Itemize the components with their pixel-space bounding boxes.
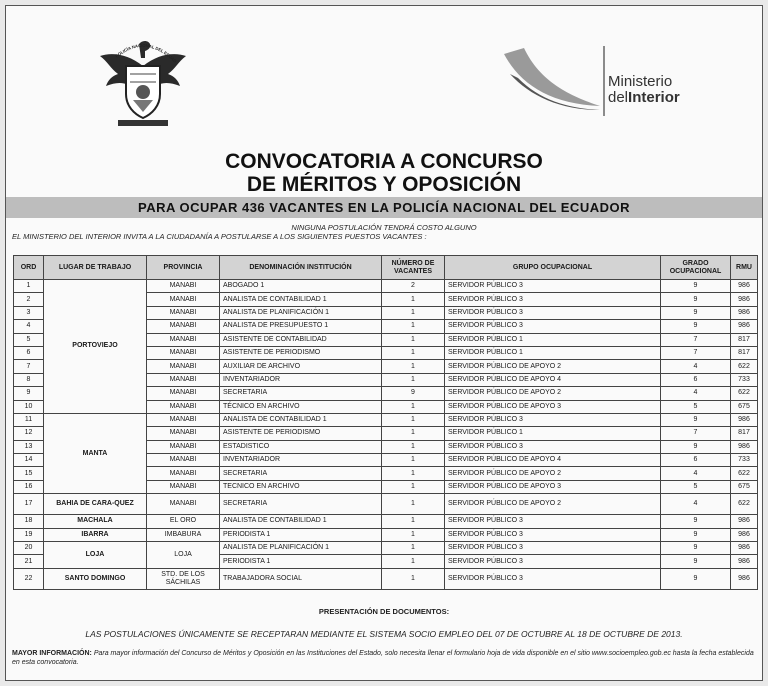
cell-rmu: 986 bbox=[731, 440, 758, 453]
cell-den: PERIODISTA 1 bbox=[220, 528, 382, 541]
cell-grupo: SERVIDOR PÚBLICO 3 bbox=[445, 280, 661, 293]
cell-lugar-loja: LOJA bbox=[44, 542, 147, 569]
cell-den: ANALISTA DE CONTABILIDAD 1 bbox=[220, 515, 382, 528]
more-info-text: Para mayor información del Concurso de Méritos y Oposición en las Instituciones del Estado, solo necesita llenar el formulario hoja de vida disponible en el sitio www.socioempleo.gob.ec hasta la fecha establecida en esta convocatoria. bbox=[12, 650, 754, 666]
col-header-ord: ORD bbox=[14, 256, 44, 280]
cell-den: SECRETARIA bbox=[220, 387, 382, 400]
cell-grado: 9 bbox=[661, 320, 731, 333]
cell-rmu: 817 bbox=[731, 427, 758, 440]
cell-den: ANALISTA DE PLANIFICACIÓN 1 bbox=[220, 542, 382, 555]
cell-den: ESTADISTICO bbox=[220, 440, 382, 453]
cell-num: 1 bbox=[382, 568, 445, 589]
cell-rmu: 622 bbox=[731, 494, 758, 515]
cell-grupo: SERVIDOR PÚBLICO 3 bbox=[445, 440, 661, 453]
vacancies-table bbox=[13, 255, 758, 590]
cell-grupo: SERVIDOR PÚBLICO 3 bbox=[445, 528, 661, 541]
cell-grado: 9 bbox=[661, 542, 731, 555]
cell-den: ASISTENTE DE PERIODISMO bbox=[220, 346, 382, 359]
cell-prov: MANABI bbox=[147, 320, 220, 333]
cell-den: SECRETARIA bbox=[220, 467, 382, 480]
cell-den: TÉCNICO EN ARCHIVO bbox=[220, 400, 382, 413]
cell-ord: 22 bbox=[14, 568, 44, 589]
cell-num: 1 bbox=[382, 494, 445, 515]
table-row bbox=[14, 568, 758, 589]
cell-ord: 12 bbox=[14, 427, 44, 440]
ministry-line1: Ministerio bbox=[608, 73, 673, 90]
cell-ord: 17 bbox=[14, 494, 44, 515]
cell-den: SECRETARIA bbox=[220, 494, 382, 515]
table-header-row bbox=[14, 256, 758, 280]
ministry-swoosh-icon bbox=[500, 44, 606, 118]
cell-grupo: SERVIDOR PÚBLICO 1 bbox=[445, 346, 661, 359]
cell-grado: 6 bbox=[661, 454, 731, 467]
cell-num: 1 bbox=[382, 400, 445, 413]
cell-ord: 19 bbox=[14, 528, 44, 541]
cell-prov: MANABI bbox=[147, 467, 220, 480]
cell-ord: 15 bbox=[14, 467, 44, 480]
cell-grado: 4 bbox=[661, 494, 731, 515]
cell-den: ASISTENTE DE CONTABILIDAD bbox=[220, 333, 382, 346]
cell-rmu: 986 bbox=[731, 568, 758, 589]
table-row bbox=[14, 494, 758, 515]
cell-grado: 9 bbox=[661, 515, 731, 528]
cell-prov: MANABI bbox=[147, 400, 220, 413]
ministry-name bbox=[608, 74, 680, 106]
cell-lugar-santo-domingo: SANTO DOMINGO bbox=[44, 568, 147, 589]
cell-prov: MANABI bbox=[147, 387, 220, 400]
cell-prov: MANABI bbox=[147, 306, 220, 319]
cell-num: 1 bbox=[382, 542, 445, 555]
col-header-lugar: LUGAR DE TRABAJO bbox=[44, 256, 147, 280]
cell-grupo: SERVIDOR PÚBLICO DE APOYO 2 bbox=[445, 387, 661, 400]
table-row bbox=[14, 515, 758, 528]
vacancies-banner: PARA OCUPAR 436 VACANTES EN LA POLICÍA NACIONAL DEL ECUADOR bbox=[6, 197, 762, 218]
cell-ord: 16 bbox=[14, 480, 44, 493]
cell-prov: MANABI bbox=[147, 413, 220, 426]
cell-prov: MANABI bbox=[147, 346, 220, 359]
presentation-heading: PRESENTACIÓN DE DOCUMENTOS: bbox=[318, 607, 450, 616]
cell-prov: MANABI bbox=[147, 480, 220, 493]
cell-grupo: SERVIDOR PÚBLICO DE APOYO 2 bbox=[445, 360, 661, 373]
cell-prov: MANABI bbox=[147, 333, 220, 346]
cell-num: 1 bbox=[382, 555, 445, 568]
cell-num: 1 bbox=[382, 360, 445, 373]
cell-den: PERIODISTA 1 bbox=[220, 555, 382, 568]
col-header-denominacion: DENOMINACIÓN INSTITUCIÓN bbox=[220, 256, 382, 280]
cell-grado: 9 bbox=[661, 568, 731, 589]
cell-grado: 9 bbox=[661, 306, 731, 319]
cell-ord: 9 bbox=[14, 387, 44, 400]
cell-ord: 4 bbox=[14, 320, 44, 333]
cell-prov-loja: LOJA bbox=[147, 542, 220, 569]
cell-den: ASISTENTE DE PERIODISMO bbox=[220, 427, 382, 440]
cell-num: 1 bbox=[382, 306, 445, 319]
cell-rmu: 986 bbox=[731, 528, 758, 541]
cell-ord: 18 bbox=[14, 515, 44, 528]
page-title-line1: CONVOCATORIA A CONCURSO bbox=[225, 150, 543, 173]
cell-num: 1 bbox=[382, 480, 445, 493]
no-cost-note: NINGUNA POSTULACIÓN TENDRÁ COSTO ALGUNO bbox=[291, 223, 477, 232]
cell-grado: 9 bbox=[661, 440, 731, 453]
cell-grado: 4 bbox=[661, 387, 731, 400]
cell-lugar-machala: MACHALA bbox=[44, 515, 147, 528]
cell-grupo: SERVIDOR PÚBLICO DE APOYO 3 bbox=[445, 400, 661, 413]
ministry-logo bbox=[500, 44, 700, 118]
cell-ord: 2 bbox=[14, 293, 44, 306]
cell-rmu: 622 bbox=[731, 467, 758, 480]
cell-grupo: SERVIDOR PÚBLICO 1 bbox=[445, 427, 661, 440]
cell-rmu: 986 bbox=[731, 306, 758, 319]
cell-grado: 9 bbox=[661, 528, 731, 541]
cell-ord: 14 bbox=[14, 454, 44, 467]
cell-rmu: 986 bbox=[731, 293, 758, 306]
col-header-vacantes: NÚMERO DE VACANTES bbox=[382, 256, 445, 280]
cell-grado: 9 bbox=[661, 280, 731, 293]
cell-rmu: 986 bbox=[731, 320, 758, 333]
cell-den: TRABAJADORA SOCIAL bbox=[220, 568, 382, 589]
col-header-grupo: GRUPO OCUPACIONAL bbox=[445, 256, 661, 280]
cell-grupo: SERVIDOR PÚBLICO DE APOYO 2 bbox=[445, 467, 661, 480]
cell-grupo: SERVIDOR PÚBLICO DE APOYO 3 bbox=[445, 480, 661, 493]
cell-num: 9 bbox=[382, 387, 445, 400]
cell-prov: MANABI bbox=[147, 293, 220, 306]
cell-rmu: 675 bbox=[731, 480, 758, 493]
cell-num: 2 bbox=[382, 280, 445, 293]
cell-num: 1 bbox=[382, 333, 445, 346]
cell-grado: 7 bbox=[661, 427, 731, 440]
cell-rmu: 986 bbox=[731, 413, 758, 426]
cell-grupo: SERVIDOR PÚBLICO 3 bbox=[445, 568, 661, 589]
cell-prov: MANABI bbox=[147, 360, 220, 373]
cell-lugar-manta: MANTA bbox=[44, 413, 147, 493]
cell-ord: 21 bbox=[14, 555, 44, 568]
table-row bbox=[14, 413, 758, 426]
invite-note: EL MINISTERIO DEL INTERIOR INVITA A LA CIUDADANÍA A POSTULARSE A LOS SIGUIENTES PUESTOS VACANTES : bbox=[12, 232, 427, 241]
cell-num: 1 bbox=[382, 440, 445, 453]
cell-grado: 7 bbox=[661, 346, 731, 359]
cell-grado: 9 bbox=[661, 293, 731, 306]
cell-den: ANALISTA DE PRESUPUESTO 1 bbox=[220, 320, 382, 333]
cell-ord: 13 bbox=[14, 440, 44, 453]
cell-prov: MANABI bbox=[147, 373, 220, 386]
police-coat-of-arms-icon bbox=[98, 36, 188, 128]
cell-prov: MANABI bbox=[147, 280, 220, 293]
cell-grado: 4 bbox=[661, 360, 731, 373]
cell-rmu: 817 bbox=[731, 333, 758, 346]
cell-prov: MANABI bbox=[147, 494, 220, 515]
cell-ord: 1 bbox=[14, 280, 44, 293]
ministry-line2a: del bbox=[608, 89, 629, 106]
cell-grupo: SERVIDOR PÚBLICO 3 bbox=[445, 413, 661, 426]
cell-num: 1 bbox=[382, 373, 445, 386]
cell-ord: 5 bbox=[14, 333, 44, 346]
cell-prov: EL ORO bbox=[147, 515, 220, 528]
cell-rmu: 986 bbox=[731, 555, 758, 568]
table-row bbox=[14, 280, 758, 293]
cell-den: INVENTARIADOR bbox=[220, 373, 382, 386]
cell-grupo: SERVIDOR PÚBLICO DE APOYO 4 bbox=[445, 373, 661, 386]
cell-grupo: SERVIDOR PÚBLICO 3 bbox=[445, 542, 661, 555]
cell-grado: 5 bbox=[661, 480, 731, 493]
cell-grupo: SERVIDOR PÚBLICO 3 bbox=[445, 306, 661, 319]
cell-den: ANALISTA DE PLANIFICACIÓN 1 bbox=[220, 306, 382, 319]
table-row bbox=[14, 528, 758, 541]
cell-grupo: SERVIDOR PÚBLICO 3 bbox=[445, 515, 661, 528]
cell-ord: 3 bbox=[14, 306, 44, 319]
cell-rmu: 817 bbox=[731, 346, 758, 359]
cell-grado: 9 bbox=[661, 413, 731, 426]
cell-grupo: SERVIDOR PÚBLICO 3 bbox=[445, 320, 661, 333]
cell-grado: 9 bbox=[661, 555, 731, 568]
cell-ord: 8 bbox=[14, 373, 44, 386]
cell-den: ANALISTA DE CONTABILIDAD 1 bbox=[220, 413, 382, 426]
cell-num: 1 bbox=[382, 293, 445, 306]
cell-den: INVENTARIADOR bbox=[220, 454, 382, 467]
cell-den: ABOGADO 1 bbox=[220, 280, 382, 293]
cell-num: 1 bbox=[382, 467, 445, 480]
cell-rmu: 622 bbox=[731, 360, 758, 373]
cell-rmu: 622 bbox=[731, 387, 758, 400]
col-header-provincia: PROVINCIA bbox=[147, 256, 220, 280]
col-header-grado: GRADO OCUPACIONAL bbox=[661, 256, 731, 280]
col-header-rmu: RMU bbox=[731, 256, 758, 280]
cell-grupo: SERVIDOR PÚBLICO 3 bbox=[445, 555, 661, 568]
cell-rmu: 733 bbox=[731, 373, 758, 386]
cell-ord: 10 bbox=[14, 400, 44, 413]
cell-prov: STD. DE LOS SÁCHILAS bbox=[147, 568, 220, 589]
ministry-line2b: Interior bbox=[628, 89, 680, 106]
cell-grupo: SERVIDOR PÚBLICO DE APOYO 2 bbox=[445, 494, 661, 515]
cell-rmu: 733 bbox=[731, 454, 758, 467]
cell-grupo: SERVIDOR PÚBLICO DE APOYO 4 bbox=[445, 454, 661, 467]
more-info-label: MAYOR INFORMACIÓN: bbox=[12, 650, 92, 657]
cell-num: 1 bbox=[382, 427, 445, 440]
cell-rmu: 986 bbox=[731, 542, 758, 555]
police-seal-text: POLICÍA NACIONAL DEL ECUAD bbox=[114, 42, 178, 64]
cell-num: 1 bbox=[382, 515, 445, 528]
cell-grado: 6 bbox=[661, 373, 731, 386]
cell-prov: MANABI bbox=[147, 440, 220, 453]
cell-grado: 7 bbox=[661, 333, 731, 346]
cell-num: 1 bbox=[382, 320, 445, 333]
cell-num: 1 bbox=[382, 528, 445, 541]
table-row bbox=[14, 542, 758, 555]
cell-lugar-bahia: BAHIA DE CARA-QUEZ bbox=[44, 494, 147, 515]
cell-den: AUXILIAR DE ARCHIVO bbox=[220, 360, 382, 373]
cell-grupo: SERVIDOR PÚBLICO 3 bbox=[445, 293, 661, 306]
cell-grado: 5 bbox=[661, 400, 731, 413]
cell-lugar-ibarra: IBARRA bbox=[44, 528, 147, 541]
postulations-note: LAS POSTULACIONES ÚNICAMENTE SE RECEPTARAN MEDIANTE EL SISTEMA SOCIO EMPLEO DEL 07 DE OCTUBRE AL 18 DE OCTUBRE DE 2013. bbox=[85, 629, 683, 639]
cell-num: 1 bbox=[382, 413, 445, 426]
cell-ord: 11 bbox=[14, 413, 44, 426]
cell-num: 1 bbox=[382, 454, 445, 467]
announcement-page bbox=[5, 5, 763, 681]
cell-rmu: 675 bbox=[731, 400, 758, 413]
cell-prov: MANABI bbox=[147, 427, 220, 440]
cell-grupo: SERVIDOR PÚBLICO 1 bbox=[445, 333, 661, 346]
cell-rmu: 986 bbox=[731, 280, 758, 293]
cell-num: 1 bbox=[382, 346, 445, 359]
cell-den: ANALISTA DE CONTABILIDAD 1 bbox=[220, 293, 382, 306]
more-info-note bbox=[12, 649, 756, 667]
cell-grado: 4 bbox=[661, 467, 731, 480]
cell-lugar-portoviejo: PORTOVIEJO bbox=[44, 280, 147, 414]
cell-ord: 6 bbox=[14, 346, 44, 359]
cell-ord: 7 bbox=[14, 360, 44, 373]
cell-prov: MANABI bbox=[147, 454, 220, 467]
cell-prov: IMBABURA bbox=[147, 528, 220, 541]
cell-rmu: 986 bbox=[731, 515, 758, 528]
cell-den: TECNICO EN ARCHIVO bbox=[220, 480, 382, 493]
cell-ord: 20 bbox=[14, 542, 44, 555]
page-title-line2: DE MÉRITOS Y OPOSICIÓN bbox=[246, 173, 522, 196]
